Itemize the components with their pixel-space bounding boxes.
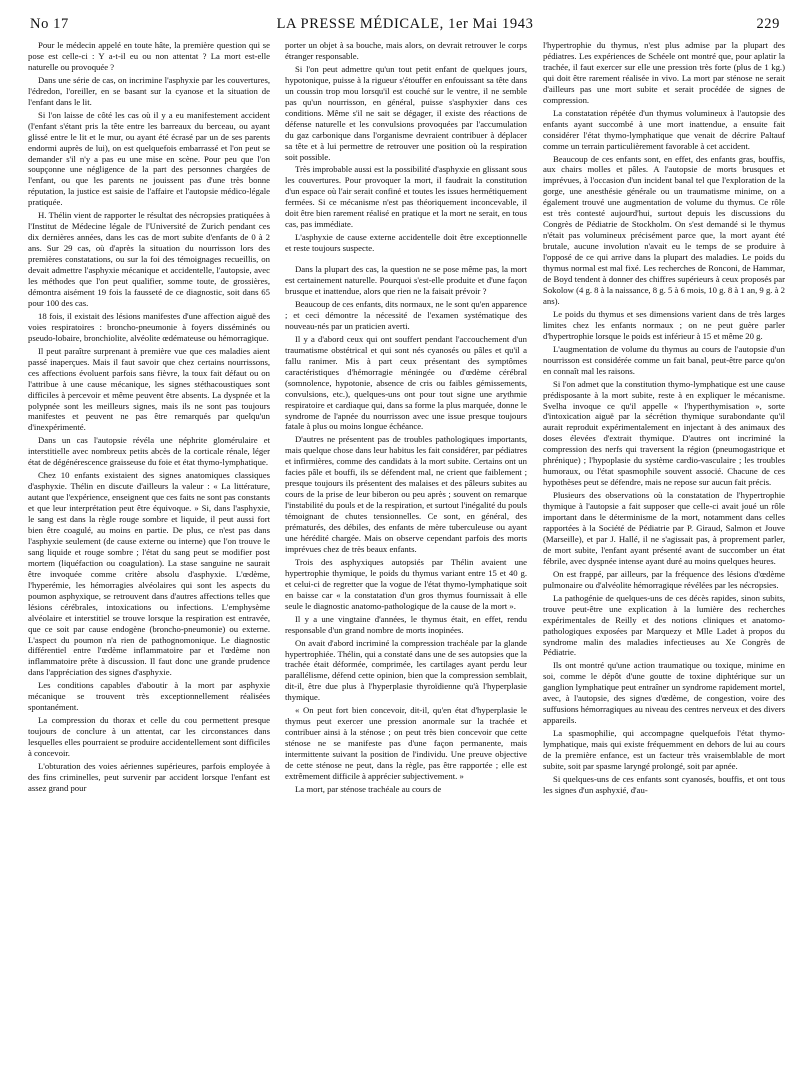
paragraph: On avait d'abord incriminé la compression trachéale par la glande hypertrophiée. Thélin, qui a constaté dans une de ses autopsies que la trachée était déformée, comprimée, les cartilages ayant perdu leur parallélisme, défend cette opinion, bien que la compression semblait, dit-il, être due plus à l'hyperplasie thyroïdienne qu'à l'hyperplasie thymique.: [285, 637, 527, 703]
paragraph: Ils ont montré qu'une action traumatique ou toxique, minime en soi, comme le dépôt d'une goutte de toxine diphtérique sur un ganglion lymphatique peut entraîner un syndrome rapidement mortel, avec, à l'autopsie, des signes d'œdème, de congestion, voire des suffusions hémorragiques au niveau des centres nerveux et des divers appareils.: [543, 660, 785, 726]
text-column-3: [543, 40, 785, 1075]
paragraph: Beaucoup de ces enfants, dits normaux, ne le sont qu'en apparence ; et ceci démontre la nécessité de l'examen systématique des nouveau-nés par un praticien averti.: [285, 298, 527, 331]
paragraph: Beaucoup de ces enfants sont, en effet, des enfants gras, bouffis, aux chairs molles et pâles. A l'autopsie de morts brusques et imprévues, à l'occasion d'un incident banal tel que l'exploration de la gorge, une anesthésie générale ou un traumatisme minime, on a également trouvé une augmentation de volume du thymus. Ce rôle est très contesté aujourd'hui, surtout depuis les discussions du Congrès de Pédiatrie de Stockholm. On s'est demandé si le thymus n'était pas volumineux précisément parce que, la mort ayant été brutale, aucune involution n'avait eu le temps de se produire à l'opposé de ce qui arrive dans la plupart des maladies. Le poids du thymus normal est mal fixé. Les recherches de Ronconi, de Hammar, de Boyd tendent à donner des chiffres supérieurs à ceux proposés par Sokolow (4 g. 8 à la naissance, 8 g. 5 à 6 mois, 10 g. 8 à 1 an, 9 g. à 2 ans).: [543, 153, 785, 306]
paragraph: 18 fois, il existait des lésions manifestes d'une affection aiguë des voies respiratoires : broncho-pneumonie à foyers disséminés ou pseudo-lobaire, bronchiolite, alvéolite œdémateuse ou hémorragique.: [28, 310, 270, 343]
paragraph: Si l'on peut admettre qu'un tout petit enfant de quelques jours, hypotonique, puisse à la rigueur s'étouffer en enfouissant sa tête dans un coussin trop mou lorsqu'il est couché sur le ventre, il ne semble pas qu'un nourrisson, en général, puisse s'asphyxier dans ces conditions. Même s'il ne sait se dégager, il existe des réactions de défense naturelle et les convulsions provoquées par l'accumulation du gaz carbonique dans l'organisme devraient contribuer à déplacer sa tête et à lui permettre de retrouver une position où la respiration soit possible.: [285, 63, 527, 162]
paragraph: Dans la plupart des cas, la question ne se pose même pas, la mort est certainement naturelle. Pourquoi s'est-elle produite et d'une façon brusque et inattendue, alors que rien ne la faisait prévoir ?: [285, 264, 527, 297]
paragraph: Il y a d'abord ceux qui ont souffert pendant l'accouchement d'un traumatisme obstétrical et qui sont nés cyanosés ou pâles et qu'il a fallu ranimer. Mis à part ceux présentant des symptômes caractéristiques d'hémorragie méningée ou d'œdème cérébral (somnolence, hypotonie, absence de cris ou faibles gémissements, convulsions, etc.), quelques-uns ont pour tout signe une arythmie respiratoire et cardiaque qui, dans sa forme la plus marquée, donne le syndrome de l'apnée du nourrisson avec une issue presque toujours fatale à plus ou moins longue échéance.: [285, 333, 527, 432]
paragraph: Les conditions capables d'aboutir à la mort par asphyxie mécanique se trouvent très exceptionnellement réalisées spontanément.: [28, 680, 270, 713]
text-column-1: [28, 40, 270, 1075]
paragraph: La constatation répétée d'un thymus volumineux à l'autopsie des enfants ayant succombé à une mort inattendue, a ensuite fait considérer l'état thymo-lymphatique que venait de décrire Paltauf comme un terrain particulièrement favorable à cet accident.: [543, 107, 785, 151]
paragraph: Dans une série de cas, on incrimine l'asphyxie par les couvertures, l'édredon, l'oreiller, en se basant sur la cyanose et la situation de l'enfant dans le lit.: [28, 74, 270, 107]
paragraph: La mort, par sténose trachéale au cours de: [295, 783, 442, 794]
paragraph: H. Thélin vient de rapporter le résultat des nécropsies pratiquées à l'Institut de Médecine légale de l'Université de Zurich pendant ces dix dernières années, dans les cas de mort subite d'enfants de 0 à 2 ans. Sur 29 cas, où d'après la situation du nourrisson lors des premières constatations, ou sur la foi des témoignages recueillis, on devait admettre l'asphyxie mécanique et accidentelle, l'autopsie, avec les méthodes que l'on peut qualifier, somme toute, de grossières, démontra aisément 19 fois la fausseté de ce diagnostic, soit dans 65 pour 100 des cas.: [28, 210, 270, 308]
page-number: 229: [756, 16, 780, 32]
text-column-2: [285, 40, 527, 1075]
paragraph: L'augmentation de volume du thymus au cours de l'autopsie d'un nourrisson est considérée comme un fait banal, peut-être parce qu'on en connaît mal les raisons.: [543, 343, 785, 376]
paragraph: Si l'on admet que la constitution thymo-lymphatique est une cause prédisposante à la mort subite, reste à en expliquer le mécanisme. Svelha invoque ce qu'il appelle « l'hyperthymisation », sorte d'intoxication aiguë par la sécrétion thymique surabondante qu'il aurait reproduit expérimentalement en injectant à des animaux des doses élevées d'extrait thymique. D'autres ont incriminé la compression des nerfs qui traversent la région (pneumogastrique et phrénique) ; l'hypoplasie du système cardio-vasculaire ; les troubles humoraux, ou l'état spasmophile souvent associé. Chacune de ces hypothèses peut se défendre, mais ne repose sur aucun fait précis.: [543, 378, 785, 488]
paragraph: L'asphyxie de cause externe accidentelle doit être exceptionnelle et reste toujours suspecte.: [285, 232, 527, 254]
paragraph: On est frappé, par ailleurs, par la fréquence des lésions d'œdème pulmonaire ou d'alvéolite hémorragique révélées par les nécropsies.: [543, 568, 785, 590]
paragraph: Chez 10 enfants existaient des signes anatomiques classiques d'asphyxie. Thélin en discute d'ailleurs la valeur : « La littérature, autant que l'expérience, enseignent que ces faits ne sont pas constants et que leur interprétation peut être équivoque. » Si, dans l'asphyxie, le sang est dans la règle rouge sombre et liquide, il peut aussi fort bien être coagulé, au moins en partie. De plus, ce n'est pas dans l'asphyxie seulement (de cause externe ou interne) que l'on trouve le sang liquide et rouge sombre ; l'état du sang peut se modifier post mortem (liquéfaction ou coagulation). La stase sanguine ne saurait être invoquée comme critère absolu d'asphyxie. L'œdème, l'hyperémie, les hémorragies alvéolaires qui sont les aspects du poumon asphyxique, se retrouvent dans d'autres affections telles que lésions cérébrales, intoxications ou infections. L'emphysème alvéolaire et interstitiel se trouve lorsque la respiration est entravée, que ce soit par cause endogène (broncho-pneumonie) ou externe. L'aspect du poumon n'a rien de pathognomonique. Le diagnostic différentiel entre l'œdème inflammatoire par et l'œdème non inflammatoire prête à discussion. Il faut donc une grande prudence dans l'appréciation des signes d'asphyxie.: [28, 470, 270, 678]
paragraph: La pathogénie de quelques-uns de ces décès rapides, sinon subits, trouve peut-être une explication à la lumière des recherches expérimentales de Reilly et des notions cliniques et anatomo-pathologiques exposées par Marquezy et Mlle Ladet à propos du syndrome malin des maladies infectieuses au Xe Congrès de Pédiatrie.: [543, 592, 785, 658]
issue-number: No 17: [30, 16, 69, 32]
paragraph: L'obturation des voies aériennes supérieures, parfois employée à des fins criminelles, peut survenir par accident lorsque l'enfant est assez grand pour: [28, 761, 270, 793]
paragraph: Dans un cas l'autopsie révéla une néphrite glomérulaire et interstitielle avec nombreux petits abcès de la corticale rénale, léger état de dégénérescence graisseuse du foie et état thymo-lymphatique.: [28, 435, 270, 468]
paragraph: Pour le médecin appelé en toute hâte, la première question qui se pose est celle-ci : Y a-t-il eu ou non attentat ? La mort est-elle naturelle ou provoquée ?: [28, 40, 270, 72]
paragraph: l'hypertrophie du thymus, n'est plus admise par la plupart des pédiatres. Les expériences de Schéele ont montré que, pour aplatir la trachée, il faut exercer sur elle une pression très forte (plus de 1 kg.) qui doit être rarement réalisée in vivo. La mort par sténose ne serait d'ailleurs pas une mort subite et serait procédée de signes de compression.: [543, 40, 785, 105]
paragraph: Si l'on laisse de côté les cas où il y a eu manifestement accident (l'enfant s'étant pris la tête entre les barreaux du berceau, ou ayant glissé entre le lit et le mur, ou ayant été écrasé par un de ses parents endormi auprès de lui), on est quelquefois embarrassé et l'on peut se demander s'il n'y a pas eu une mise en scène. Pour peu que l'on soupçonne une négligence de la part des personnes chargées de l'enfant, ou que les parents ne jouissent pas d'une très bonne réputation, la justice est saisie de l'affaire et l'autopsie médico-légale pratiquée.: [28, 109, 270, 208]
paragraph: Le poids du thymus et ses dimensions varient dans de très larges limites chez les enfants normaux ; on ne peut guère parler d'hypertrophie lorsque le poids est inférieur à 15 et même 20 g.: [543, 308, 785, 341]
paragraph: Il peut paraître surprenant à première vue que ces maladies aient passé inaperçues. Mais il faut savoir que chez certains nourrissons, ces affections évoluent parfois sans fièvre, la toux fait défaut ou on l'attribue à une cause mécanique, les signes stéthacoustiques sont difficiles à percevoir et même peuvent être absents. La dyspnée et la polypnée sont les meilleurs signes, mais ils ne sont pas toujours manifestes et peuvent ne pas être remarqués par quelqu'un d'inexpérimenté.: [28, 345, 270, 433]
paragraph: porter un objet à sa bouche, mais alors, on devrait retrouver le corps étranger responsable.: [285, 40, 527, 61]
paragraph: D'autres ne présentent pas de troubles pathologiques importants, mais quelque chose dans leur habitus les fait considérer, par pédiatres et infirmières, comme des candidats à la mort subite. Certains ont un facies pâle et bouffi, ils se défendent mal, ne crient que faiblement ; presque toujours ils présentent des malaises et des pâleurs subites au cours de la prise de leur biberon ou peu après ; souvent on remarque l'instabilité du pouls et de la respiration, et surtout l'inégalité du pouls témoignant de chutes tensionnelles. Ce sont, en général, des prématurés, des débiles, des enfants de mère tuberculeuse ou ayant une hérédité chargée. Mais on observe cependant parfois des morts imprévues chez de très beaux enfants.: [285, 434, 527, 554]
paragraph: Plusieurs des observations où la constatation de l'hypertrophie thymique à l'autopsie a fait supposer que celle-ci avait joué un rôle important dans le déterminisme de la mort, notamment dans celles rapportées à la Société de Pédiatrie par P. Giraud, Salmon et Jouve (Marseille), et par J. Hallé, il ne s'agissait pas, à proprement parler, de mort subite, l'enfant ayant présenté avant de succomber un état fébrile, avec dyspnée intense ayant duré au moins quelques heures.: [543, 490, 785, 566]
paragraph: Trois des asphyxiques autopsiés par Thélin avaient une hypertrophie thymique, le poids du thymus variant entre 15 et 40 g. et celui-ci de regretter que la vogue de l'état thymo-lymphatique soit en baisse car « la constatation d'un gros thymus fournissait à elle seule le diagnostic anatomo-pathologique de la cause de la mort ».: [285, 556, 527, 611]
paragraph: « On peut fort bien concevoir, dit-il, qu'en état d'hyperplasie le thymus peut exercer une pression anormale sur la trachée et contribuer ainsi à la sténose ; on peut très bien concevoir que cette sténose ne se manifeste pas d'une façon permanente, mais intermittente suivant la position de l'individu. Une preuve objective de cette sténose ne peut, dans la règle, pas être rapportée ; elle est extrêmement difficile à apprécier subjectivement. »: [285, 705, 527, 781]
paragraph: Très improbable aussi est la possibilité d'asphyxie en glissant sous les couvertures. Pour provoquer la mort, il faudrait la constitution d'un espace où l'air serait confiné et toutes les issues hermétiquement fermées. Si ce mécanisme n'est pas théoriquement inconcevable, il doit être bien rarement réalisé en pratique et la mort ne serait, en tous cas, pas immédiate.: [285, 164, 527, 230]
paragraph: Si quelques-uns de ces enfants sont cyanosés, bouffis, et ont tous les signes d'un asphyxié, d'au-: [543, 773, 785, 795]
paragraph: La compression du thorax et celle du cou permettent presque toujours de conclure à un attentat, car les circonstances dans lesquelles elles pourraient se produire accidentellement sont difficiles à concevoir.: [28, 715, 270, 759]
journal-title: LA PRESSE MÉDICALE, 1er Mai 1943: [276, 16, 534, 32]
paragraph: Il y a une vingtaine d'années, le thymus était, en effet, rendu responsable d'un grand nombre de morts inopinées.: [285, 613, 527, 635]
paragraph: La spasmophilie, qui accompagne quelquefois l'état thymo-lymphatique, mais qui existe fréquemment en dehors de lui au cours de la première enfance, est un facteur très vraisemblable de mort subite, soit par spasme laryngé prolongé, soit par apnée.: [543, 728, 785, 771]
page-header: [30, 14, 780, 36]
